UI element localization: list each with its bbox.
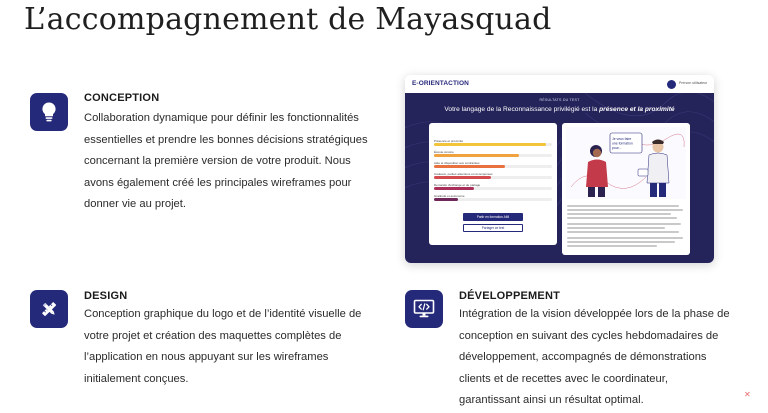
lightbulb-icon [30, 93, 68, 131]
design-description [84, 304, 384, 390]
developpement-line: conception en suivant des cycles hebdomadaires de [459, 329, 719, 342]
mockup-paragraph-line [567, 223, 681, 225]
developpement-line: clients et de recettes avec le coordinateur, [459, 372, 668, 385]
mockup-paragraph-line [567, 217, 677, 219]
mockup-bar-label: Gratitude et autonomie [434, 194, 465, 198]
mockup-bar-fill [434, 143, 546, 146]
decorative-sparkle-icon: ✕ [744, 390, 751, 399]
mockup-bar-track [434, 143, 552, 146]
mockup-header [405, 75, 714, 93]
mockup-paragraph-line [567, 237, 683, 239]
mockup-bar-fill [434, 154, 519, 157]
developpement-line: développement, accompagnés de démonstrations [459, 351, 707, 364]
mockup-logo: E-ORIENTACTION [412, 80, 469, 87]
conception-line: Collaboration dynamique pour définir les fonctionnalités [84, 112, 359, 124]
mockup-paragraph-line [567, 241, 675, 243]
mockup-bar-fill [434, 165, 505, 168]
mockup-bar-label: Cadeaux, petites attentions et récompenses [434, 172, 493, 176]
avatar [667, 80, 676, 89]
conception-line: avons également créé les principales wireframes pour [84, 176, 352, 189]
conception-description [84, 108, 384, 216]
mockup-paragraph-line [567, 209, 683, 211]
mockup-bar-track [434, 165, 552, 168]
speech-bubble-line: Je veux faire [612, 137, 632, 141]
conception-line: essentielles et prendre les bonnes décisions stratégiques [84, 133, 368, 146]
developpement-line: Intégration de la vision développée lors de la phase de [459, 308, 730, 320]
mockup-title-emphasis: présence et la proximité [599, 106, 675, 113]
design-line: votre projet et création des maquettes complètes de [84, 329, 342, 342]
mockup-bar-fill [434, 187, 474, 190]
design-line: Conception graphique du logo et de l’identité visuelle de [84, 308, 362, 320]
app-mockup-screenshot [405, 75, 714, 263]
design-line: l’application en nous appuyant sur les wireframes [84, 351, 329, 364]
mockup-paragraph-line [567, 205, 679, 207]
mockup-bar-track [434, 187, 552, 190]
mockup-bar-fill [434, 198, 458, 201]
mockup-bar-label: Écoute sincère [434, 150, 454, 154]
mockup-paragraph-line [567, 231, 679, 233]
speech-bubble-line: pour... [612, 146, 622, 150]
mockup-user-label: Prénom utilisateur [679, 81, 708, 85]
speech-bubble-line: une formation [612, 141, 633, 146]
mockup-results-panel [429, 123, 557, 245]
mockup-paragraph-line [567, 245, 657, 247]
mockup-bar-track [434, 198, 552, 201]
mockup-training-button: Partir en formation AMI [463, 213, 523, 221]
conception-line: concernant la première version de votre produit. Nous [84, 155, 351, 168]
mockup-bar-track [434, 176, 552, 179]
mockup-small-heading: RÉSULTATS DU TEST [539, 98, 580, 102]
developpement-line: garantissant ainsi un résultat optimal. [459, 394, 644, 407]
developpement-heading: DÉVELOPPEMENT [459, 290, 561, 302]
conception-heading: CONCEPTION [84, 92, 160, 104]
people-illustration [566, 127, 686, 199]
mockup-share-button: Partager ce test [463, 224, 523, 232]
developpement-description [459, 304, 759, 412]
mockup-title [405, 106, 714, 113]
code-monitor-icon [405, 290, 443, 328]
mockup-bar-label: Demande d’échange et de partage [434, 183, 481, 187]
pencil-ruler-icon [30, 290, 68, 328]
mockup-illustration-panel [562, 123, 690, 255]
mockup-paragraph-line [567, 227, 665, 229]
mockup-bar-fill [434, 176, 491, 179]
design-heading: DESIGN [84, 290, 128, 302]
mockup-paragraph-line [567, 213, 671, 215]
mockup-bar-track [434, 154, 552, 157]
conception-line: donner vie au projet. [84, 198, 186, 211]
mockup-bar-label: Aide et disposition aux contraintes [434, 161, 480, 165]
page-title: L’accompagnement de Mayasquad [24, 2, 552, 37]
mockup-bar-label: Présence et proximité [434, 139, 464, 143]
mockup-title-prefix: Votre langage de la Reconnaissance privilégié est la [444, 106, 598, 113]
design-line: initialement conçues. [84, 372, 189, 385]
mockup-results-section [405, 93, 714, 263]
